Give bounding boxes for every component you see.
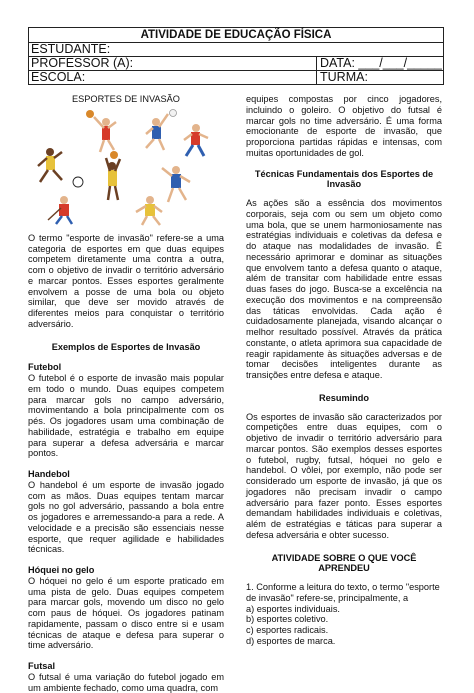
volleyball-defender-figure: [136, 196, 162, 225]
futebol-heading: Futebol: [28, 362, 62, 373]
option-c[interactable]: c) esportes radicais.: [246, 625, 329, 635]
soccer-player-figure: [184, 124, 208, 156]
exercise-heading: ATIVIDADE SOBRE O QUE VOCÊ APRENDEU: [271, 552, 417, 574]
teacher-row: [29, 57, 443, 71]
futsal-heading: Futsal: [28, 661, 56, 671]
option-d[interactable]: d) esportes de marca.: [246, 635, 336, 646]
answer-options: [246, 604, 442, 647]
teacher-field[interactable]: PROFESSOR (A):: [29, 57, 317, 70]
activity-title: ATIVIDADE DE EDUCAÇÃO FÍSICA: [140, 29, 332, 41]
student-row: [29, 43, 443, 57]
option-a[interactable]: a) esportes individuais.: [246, 603, 340, 614]
hockey-player-figure: [48, 196, 72, 224]
examples-heading: Exemplos de Esportes de Invasão: [51, 341, 201, 352]
sports-illustration: [28, 108, 224, 226]
left-column: [28, 94, 224, 693]
option-b[interactable]: b) esportes coletivo.: [246, 614, 329, 625]
section-title: ESPORTES DE INVASÃO: [72, 94, 180, 104]
handball-player-figure: [162, 166, 190, 202]
techniques-paragraph: As ações são a essência dos movimentos corporais, seja com ou sem um objeto como uma bola, que se unem harmoniosamente nas estratégias individuais e coletivas da defesa e do ataque nas modalidades de invasão. É necessário aprimorar e dominar as situações que envolvem tanto a defesa quanto o ataque, além de transitar com habilidade entre essas duas fases do jogo. Busca-se a excelência na execução dos movimentos e na compreensão das táticas envolvidas. Cada ação é cuidadosamente planejada, visando alcançar o melhor resultado possível. Através da prática constante, o atleta aprimora sua capacidade de reagir rapidamente às situações adversas e de tomar decisões inteligentes durante as transições entre defesa e ataque.: [246, 198, 442, 380]
basketball-ball-icon: [86, 110, 94, 118]
right-column: [246, 94, 442, 647]
school-row: [29, 71, 443, 85]
summary-paragraph: Os esportes de invasão são caracterizados por competições entre duas equipes, com o objetivo de invadir o território adversário para marcar pontos. São exemplos desses esportes o futebol, rugby, futsal, hóquei no gelo e handebol. O vôlei, por exemplo, não pode ser considerado um esporte de invasão, já que os jogadores não precisam invadir o campo adversário para fazer ponto. Esses esportes demandam habilidades individuais e coletivas, além de estratégias e táticas para superar a defesa adversária e obter sucesso.: [246, 411, 442, 540]
basketball-player-figure: [94, 117, 116, 152]
basketball-shooter-figure: [106, 151, 120, 200]
futebol-paragraph: O futebol é o esporte de invasão mais popular em todo o mundo. Duas equipes competem para marcar gols no campo adversário, movimentando a bola principalmente com os pés. Os jogadores usam uma combinação de habilidade, estratégia e trabalho em equipe para superar a defesa adversária e marcar pontos.: [28, 373, 224, 459]
header-table: [28, 27, 444, 85]
hoquei-heading: Hóquei no gelo: [28, 565, 95, 575]
handebol-heading: Handebol: [28, 469, 70, 479]
futsal-continued-paragraph: equipes compostas por cinco jogadores, incluindo o goleiro. O objetivo do futsal é marcar gols no time adversário. É uma forma emocionante de esporte de invasão, que proporciona partidas rápidas e intensas, com muitas oportunidades de gol.: [246, 94, 442, 158]
student-field[interactable]: ESTUDANTE:: [31, 43, 111, 56]
summary-heading: Resumindo: [318, 392, 370, 403]
intro-paragraph: O termo "esporte de invasão" refere-se a uma categoria de esportes em que duas equipes competem diretamente uma contra a outra, com o objetivo de invadir o território adversário e marcar pontos. Esses esportes geralmente envolvem a posse de uma bola ou objeto similar, que deve ser movido através de diferentes meios para conquistar o território adversário.: [28, 232, 224, 329]
question-1: 1. Conforme a leitura do texto, o termo "esporte de invasão" refere-se, principalmente, a: [246, 582, 440, 603]
handebol-paragraph: O handebol é um esporte de invasão jogado com as mãos. Duas equipes tentam marcar gols no gol adversário, passando a bola entre os jogadores e arremessando-a para a rede. A velocidade e a precisão são essenciais nesse esporte, que requer agilidade e habilidades técnicas.: [28, 479, 224, 555]
class-field[interactable]: TURMA:: [320, 71, 368, 84]
header-title-row: [29, 28, 443, 43]
soccer-ball-icon: [73, 177, 83, 187]
date-field[interactable]: DATA: ___/___/_____: [320, 57, 442, 70]
hoquei-paragraph: O hóquei no gelo é um esporte praticado em uma pista de gelo. Duas equipes competem para marcar gols, movendo um disco no gelo com paus de hóquei. Os jogadores patinam rapidamente, passam o disco entre si e usam técnicas de ataque e defesa para superar o time adversário.: [28, 575, 224, 651]
volleyball-player-figure: [146, 109, 177, 150]
school-field[interactable]: ESCOLA:: [29, 71, 317, 84]
runner-figure: [38, 148, 62, 182]
techniques-heading: Técnicas Fundamentais dos Esportes de Invasão: [254, 168, 434, 190]
futsal-paragraph: O futsal é uma variação do futebol jogado em um ambiente fechado, como uma quadra, com: [28, 671, 224, 693]
